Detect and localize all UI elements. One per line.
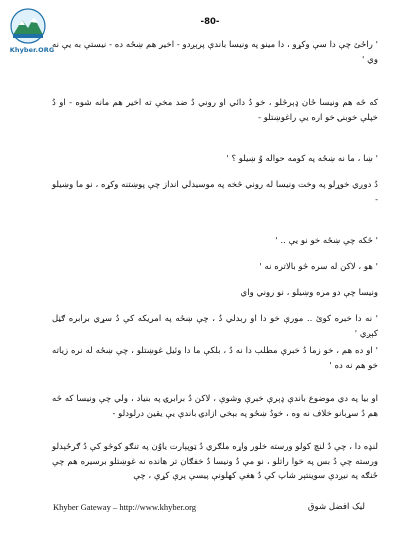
paragraph-8: ' نه دا خبره کوئ .. مورې خو دا او ربدلي دُ ، چې ښځه په امريکه کې دُ سړي برابره ګڼل کېږي ': [52, 314, 378, 339]
paragraph-6: ' هو ، لاکن له سره څو بالاتره نه ': [259, 262, 378, 272]
page-number: -80-: [200, 17, 220, 27]
paragraph-10: او بيا په دي موضوع باندې ډېرې خبرې وشوې ، لاکن دُ برابرۍ په بنياد ، ولي چې ونيسا که څه هم دُ سړبانو خلاف نه وه ، خودُ ښځو په بېخي ازادۍ باندې يې يقين درلودلو -: [52, 394, 378, 419]
paragraph-1: ' راځئ چې دا سې وکړو ، دا مينو په ونيسا باندې پرېږدو - اخير هم ښځه ده - نيستې به يې نه وي ': [52, 40, 378, 65]
paragraph-9: ' او ده هم ، خو زما دُ خبرې مطلب دا نه دُ ، بلکې ما دا وئيل غوښتلو ، چې ښځه له نره زياته خو هم نه ده ': [52, 346, 378, 371]
paragraph-2: که څه هم ونيسا ځان ډېرڅلو ، خو دُ دائي او روني دُ ضد مخې ته اخير هم مانه شوه - او دُ خپلې خوبنۍ خو اره يې راغوښتلو -: [52, 98, 378, 123]
paragraph-4: دُ دوږي خوړلو په وخت ونيسا له روني څخه په موسيدلي انداز چې پوښتنه وکړه ، نو ما وښیلو -: [51, 180, 378, 205]
paragraph-3: ' ښا ، ما نه ښځه په کومه حواله وُ ښیلو ؟ ': [226, 154, 378, 164]
footer-author: ليک افضل شوق: [307, 502, 365, 512]
mountain-logo-icon: [8, 8, 48, 46]
paragraph-11: لنډه دا ، چې دُ لنچ کولو ورسته خلور واړه ملګري دُ ټوپېارت ياوُن په تنګو کوڅو کې دُ ګرځېدلو ورسته چې دُ بس په خوا راتلو ، نو مې دُ ونيسا دُ خفګان تر هانده نه غوښتلو برسيره هم چې ځنګه په نيږدې سوينتېر شاپ کې دُ هغې کهلونې پيسې پرې کړې ، چې: [52, 442, 378, 481]
paragraph-7: ونيسا چې دو مره وښيلو ، نو روني واي: [240, 288, 378, 298]
footer-website: Khyber Gateway – http://www.khyber.org: [53, 502, 197, 512]
logo-caption: Khyber.ORG: [9, 46, 55, 54]
paragraph-5: ' څکه چې ښځه خو نو يې .. ': [275, 236, 378, 246]
khyber-logo: [8, 8, 55, 56]
